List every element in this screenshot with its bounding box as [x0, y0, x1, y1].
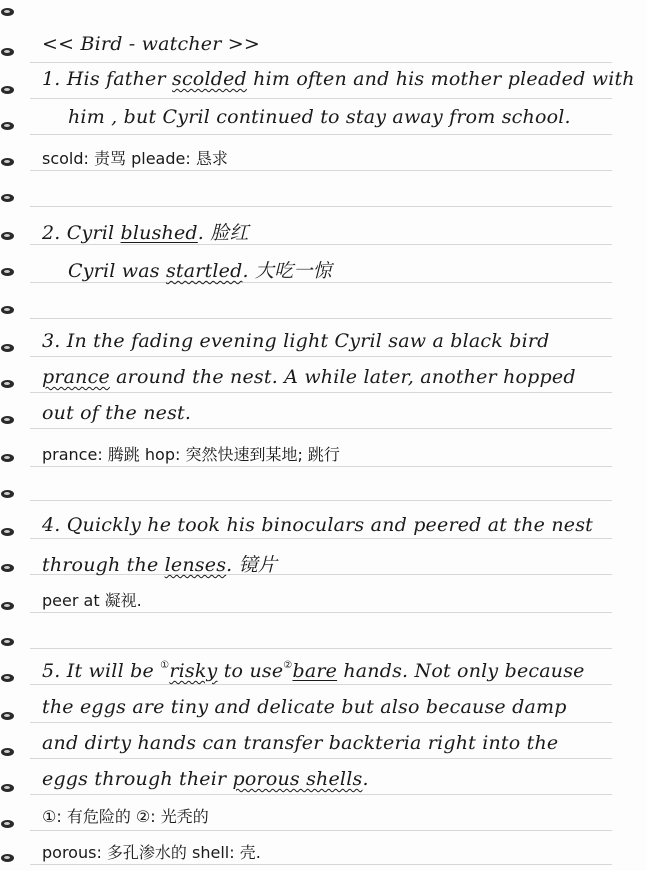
- text-span: .: [362, 768, 369, 790]
- ruled-line: [30, 428, 612, 429]
- sentence-5-note-2: porous: 多孔渗水的 shell: 壳.: [42, 843, 261, 862]
- sentence-5-line-2: the eggs are tiny and delicate but also because damp: [42, 696, 567, 718]
- ruled-line: [30, 722, 612, 723]
- ruled-line: [30, 500, 612, 501]
- spiral-ring-icon: [0, 414, 18, 428]
- ruled-line: [30, 170, 612, 171]
- spiral-ring-icon: [0, 746, 18, 760]
- text-span: to use: [217, 660, 284, 682]
- vocab-porous-shells: porous shells: [232, 768, 363, 790]
- spiral-ring-icon: [0, 452, 18, 466]
- ruled-line: [30, 830, 612, 831]
- text-span: him often and his mother pleaded with: [246, 68, 635, 90]
- text-span: 1. His father: [42, 68, 173, 90]
- text-span: through the: [42, 554, 165, 576]
- marker-1: ①: [160, 660, 170, 671]
- spiral-ring-icon: [0, 600, 18, 614]
- ruled-line: [30, 98, 612, 99]
- spiral-ring-icon: [0, 818, 18, 832]
- sentence-4-line-1: 4. Quickly he took his binoculars and peered at the nest: [42, 514, 593, 536]
- spiral-ring-icon: [0, 562, 18, 576]
- spiral-ring-icon: [0, 710, 18, 724]
- ruled-line: [30, 864, 612, 865]
- sentence-4-note: peer at 凝视.: [42, 591, 142, 610]
- sentence-5-note-1: ①: 有危险的 ②: 光秃的: [42, 807, 209, 826]
- vocab-bare: bare: [292, 660, 338, 682]
- ruled-line: [30, 62, 612, 63]
- ruled-line: [30, 794, 612, 795]
- sentence-1-line-1: [42, 68, 635, 90]
- spiral-ring-icon: [0, 672, 18, 686]
- spiral-ring-icon: [0, 342, 18, 356]
- vocab-lenses: lenses: [164, 554, 227, 576]
- spiral-ring-icon: [0, 304, 18, 318]
- ruled-line: [30, 466, 612, 467]
- marker-2: ②: [283, 660, 293, 671]
- ruled-line: [30, 648, 612, 649]
- sentence-5-line-4: [42, 768, 369, 790]
- spiral-ring-icon: [0, 6, 18, 20]
- spiral-ring-icon: [0, 852, 18, 866]
- sentence-1-line-2: him , but Cyril continued to stay away from school.: [68, 106, 571, 128]
- page-title: << Bird - watcher >>: [42, 33, 260, 55]
- vocab-prance: prance: [42, 366, 110, 388]
- vocab-scolded: scolded: [172, 68, 247, 90]
- ruled-line: [30, 684, 612, 685]
- spiral-ring-icon: [0, 526, 18, 540]
- sentence-5-line-3: and dirty hands can transfer backteria right into the: [42, 732, 559, 754]
- spiral-ring-icon: [0, 156, 18, 170]
- vocab-blushed: blushed: [120, 222, 198, 244]
- sentence-3-line-2: [42, 366, 576, 388]
- vocab-risky: risky: [169, 660, 218, 682]
- text-span: . 脸红: [197, 222, 249, 244]
- ruled-line: [30, 538, 612, 539]
- vocab-startled: startled: [165, 260, 243, 282]
- spiral-ring-icon: [0, 230, 18, 244]
- spiral-ring-icon: [0, 84, 18, 98]
- spiral-ring-icon: [0, 46, 18, 60]
- sentence-2-line-1: [42, 218, 249, 245]
- sentence-4-line-2: [42, 550, 277, 577]
- spiral-ring-icon: [0, 488, 18, 502]
- ruled-line: [30, 206, 612, 207]
- ruled-line: [30, 758, 612, 759]
- sentence-3-line-3: out of the nest.: [42, 402, 192, 424]
- ruled-line: [30, 134, 612, 135]
- text-span: eggs through their: [42, 768, 233, 790]
- ruled-line: [30, 356, 612, 357]
- text-span: . 镜片: [226, 554, 278, 576]
- text-span: Cyril was: [68, 260, 166, 282]
- sentence-1-note: scold: 责骂 pleade: 恳求: [42, 149, 228, 168]
- ruled-line: [30, 318, 612, 319]
- spiral-ring-icon: [0, 378, 18, 392]
- ruled-line: [30, 392, 612, 393]
- sentence-2-line-2: [68, 256, 332, 283]
- text-span: around the nest. A while later, another hopped: [109, 366, 576, 388]
- ruled-line: [30, 612, 612, 613]
- spiral-ring-icon: [0, 120, 18, 134]
- spiral-ring-icon: [0, 782, 18, 796]
- text-span: 2. Cyril: [42, 222, 121, 244]
- sentence-3-note: prance: 腾跳 hop: 突然快速到某地; 跳行: [42, 445, 340, 464]
- spiral-ring-icon: [0, 192, 18, 206]
- text-span: . 大吃一惊: [242, 260, 332, 282]
- sentence-3-line-1: 3. In the fading evening light Cyril saw a black bird: [42, 330, 550, 352]
- sentence-5-line-1: [42, 660, 585, 682]
- text-span: hands. Not only because: [337, 660, 585, 682]
- spiral-ring-icon: [0, 266, 18, 280]
- spiral-ring-icon: [0, 636, 18, 650]
- text-span: 5. It will be: [42, 660, 161, 682]
